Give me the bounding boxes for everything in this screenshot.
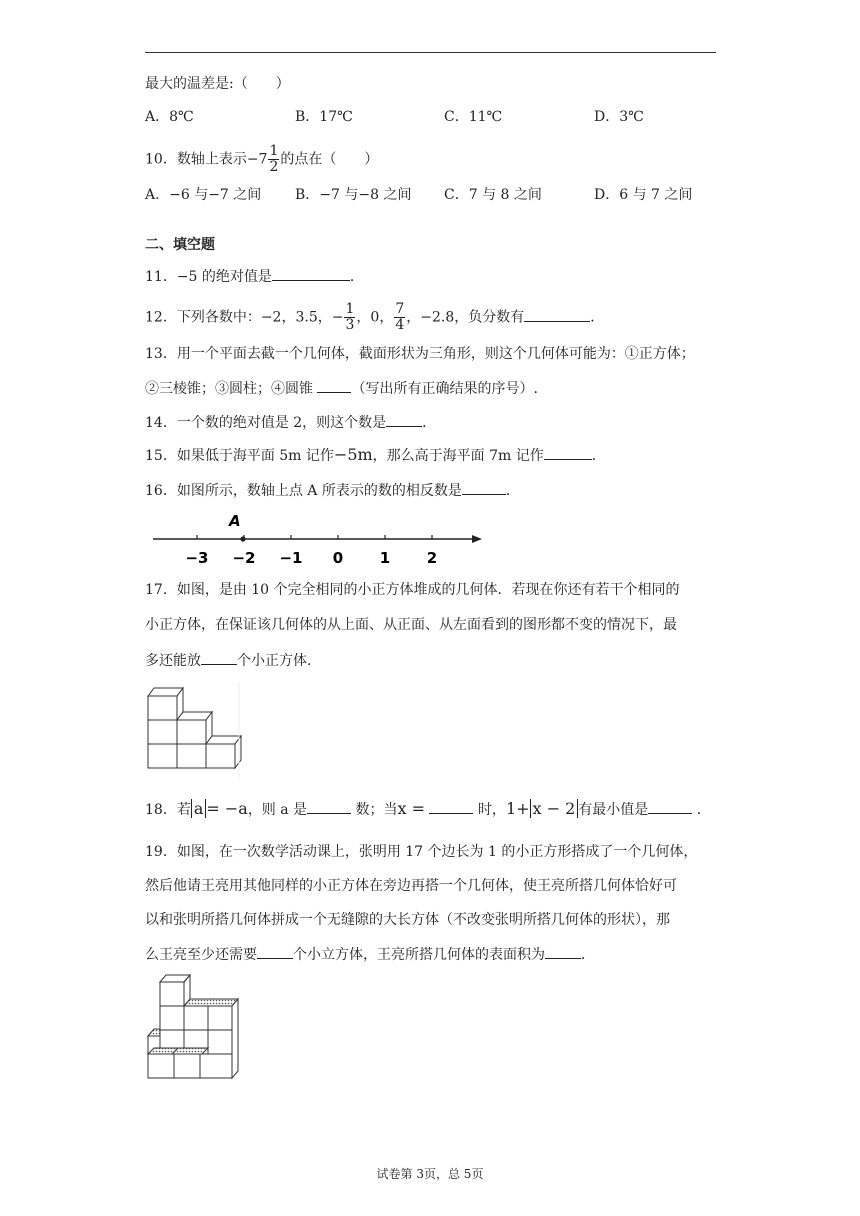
q19-line4 — [145, 944, 595, 965]
q12-fraction-c — [344, 302, 355, 333]
q16-blank[interactable] — [462, 480, 506, 495]
q18-x-eq: x = — [397, 799, 426, 818]
q13-line2-prefix: ②三棱锥；③圆柱；④圆锥 — [145, 381, 313, 397]
q12-suffix: ，负分数有 — [454, 309, 525, 326]
header-rule — [145, 52, 716, 53]
q15-blank[interactable] — [544, 445, 592, 460]
q19-line4-prefix: 么王亮至少还需要 — [145, 947, 257, 963]
q13-blank[interactable] — [317, 378, 351, 393]
q17-blank[interactable] — [201, 650, 237, 665]
section-title: 二、填空题 — [145, 237, 215, 253]
q18-blank-3[interactable] — [648, 799, 692, 814]
q18-mid1: ，则 a 是 — [247, 802, 308, 818]
q10-whole: −7 — [246, 151, 268, 168]
number-line-tick-label: −3 — [185, 549, 209, 567]
q9-stem: 最大的温差是:（ ） — [145, 76, 290, 92]
q10-prefix: 10．数轴上表示 — [145, 151, 247, 168]
q18-expr-abs: x − 2 — [530, 799, 579, 818]
q17-line1: 17．如图，是由 10 个完全相同的小正方体堆成的几何体．若现在你还有若干个相同的 — [145, 582, 680, 598]
q12-c-numerator: 1 — [345, 301, 355, 317]
q12-end: ． — [590, 309, 605, 326]
q15-value: −5m — [333, 445, 373, 464]
q19-line4-middle: 个小立方体，王亮所搭几何体的表面积为 — [293, 947, 545, 963]
number-line-tick-label: 1 — [379, 549, 391, 567]
q18-prefix: 18．若 — [145, 802, 191, 818]
q16-text: 16．如图所示，数轴上点 A 所表示的数的相反数是 — [145, 483, 462, 499]
page-footer: 试卷第 3页，总 5页 — [376, 1167, 484, 1181]
q12-prefix: 12．下列各数中： — [145, 309, 261, 326]
q10-stem — [145, 144, 378, 175]
q17-line3 — [145, 650, 321, 671]
q15 — [145, 445, 606, 466]
q18-blank-1[interactable] — [307, 799, 351, 814]
q15-end: ． — [591, 448, 606, 464]
q12-num-a: −2 — [260, 309, 282, 326]
number-line-tick-label: 0 — [332, 549, 344, 567]
point-a-label: A — [229, 512, 241, 530]
q18-abs-a: a — [191, 799, 207, 818]
q9-option-a: A．8℃ — [145, 109, 194, 125]
q19-line3: 以和张明所搭几何体拼成一个无缝隙的大长方体（不改变张明所搭几何体的形状），那 — [145, 912, 670, 928]
q11-text: 11．−5 的绝对值是 — [145, 269, 272, 285]
q17-line3-prefix: 多还能放 — [145, 653, 201, 669]
q19-line2: 然后他请王亮用其他同样的小正方体在旁边再搭一个几何体，使王亮所搭几何体恰好可 — [145, 878, 677, 894]
q14-text: 14．一个数的绝对值是 2，则这个数是 — [145, 415, 387, 431]
q14 — [145, 412, 436, 433]
q12-e-denominator: 4 — [395, 317, 405, 333]
q18-mid2: 数；当 — [355, 802, 398, 818]
q17-line3-suffix: 个小正方体． — [237, 653, 321, 669]
q18-blank-2[interactable] — [429, 799, 473, 814]
q12-blank[interactable] — [524, 307, 590, 322]
q12-num-f: −2.8 — [420, 309, 455, 326]
point-a-dot — [240, 536, 245, 541]
q17-line2: 小正方体，在保证该几何体的从上面、从正面、从左面看到的图形都不变的情况下，最 — [145, 617, 677, 633]
q12-num-c-sign: − — [331, 309, 344, 326]
q19-blank-2[interactable] — [545, 944, 581, 959]
q18-mid4: 有最小值是 — [578, 802, 649, 818]
q10-option-b: B．−7 与−8 之间 — [295, 187, 412, 203]
q18-eq: = −a — [206, 799, 248, 818]
q13-line2 — [145, 378, 538, 399]
q16 — [145, 480, 520, 501]
q10-suffix: 的点在（ ） — [280, 151, 379, 168]
q10-denominator: 2 — [269, 159, 279, 175]
q19-blank-1[interactable] — [257, 944, 293, 959]
q12-num-b: 3.5 — [295, 309, 318, 326]
q13-line1: 13．用一个平面去截一个几何体，截面形状为三角形，则这个几何体可能为：①正方体； — [145, 346, 695, 362]
q13-line2-suffix: （写出所有正确结果的序号）. — [351, 381, 538, 397]
q18-end: ． — [696, 802, 711, 818]
number-line-tick-label: −2 — [232, 549, 256, 567]
q12: 12．下列各数中：−2，3.5，− $\frac{1}{3}$ ，0， $\frac{7}{4}$ ，−2.8，负分数有 ． — [145, 301, 605, 333]
q11-end: ． — [349, 269, 364, 285]
q10-option-d: D．6 与 7 之间 — [594, 187, 693, 203]
q15-prefix: 15．如果低于海平面 5m 记作 — [145, 448, 334, 464]
q11 — [145, 266, 364, 287]
q19-line1: 19．如图，在一次数学活动课上，张明用 17 个边长为 1 的小正方形搭成了一个几何体， — [145, 844, 698, 860]
q15-middle: ，那么高于海平面 7m 记作 — [372, 448, 544, 464]
q12-c-denominator: 3 — [345, 317, 355, 333]
q14-end: ． — [422, 415, 437, 431]
q17-cube-figure — [143, 682, 243, 782]
q19-line4-end: ． — [581, 947, 595, 963]
q9-option-c: C．11℃ — [444, 109, 503, 125]
number-line-arrow — [472, 535, 482, 543]
q18-expr-pre: 1+ — [505, 799, 530, 818]
q9-option-d: D．3℃ — [594, 109, 644, 125]
q12-num-d: 0 — [370, 309, 380, 326]
q11-blank[interactable] — [272, 266, 350, 281]
q12-e-numerator: 7 — [395, 301, 405, 317]
q16-end: ． — [505, 483, 520, 499]
q18 — [145, 799, 711, 820]
q9-option-b: B．17℃ — [295, 109, 353, 125]
number-line-tick-label: −1 — [279, 549, 303, 567]
number-line-tick-label: 2 — [426, 549, 438, 567]
number-line — [145, 508, 490, 572]
q14-blank[interactable] — [386, 412, 422, 427]
q10-fraction — [268, 144, 279, 175]
q10-numerator: 1 — [269, 143, 279, 159]
q19-cube-figure — [140, 972, 250, 1100]
q10-option-a: A．−6 与−7 之间 — [145, 187, 262, 203]
q18-mid3: 时， — [477, 802, 506, 818]
q10-option-c: C．7 与 8 之间 — [444, 187, 542, 203]
q12-fraction-e — [394, 302, 405, 333]
